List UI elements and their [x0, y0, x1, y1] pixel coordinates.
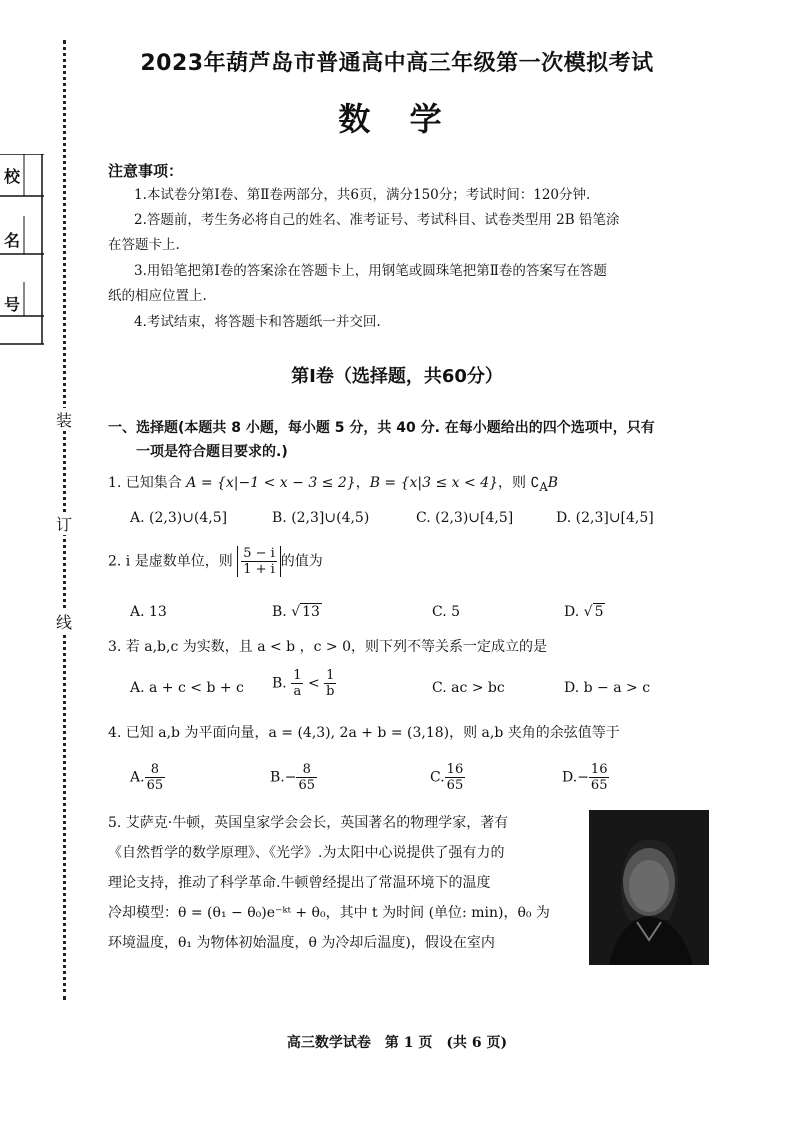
- part-heading-line1: 一、选择题(本题共 8 小题，每小题 5 分，共 40 分. 在每小题给出的四个选项中，只有: [108, 420, 655, 436]
- q3-b-num1: 1: [293, 668, 302, 683]
- q4-option-c: [430, 762, 465, 793]
- q4-d-sign: −: [577, 769, 589, 786]
- notice-item-2-cont: 在答题卡上.: [108, 237, 180, 253]
- number-label: 号: [4, 295, 21, 314]
- q4-b-num: 8: [296, 762, 317, 778]
- q1-option-a: A. (2,3)∪(4,5]: [130, 510, 228, 526]
- q3-option-b: [272, 668, 336, 699]
- question-5-paragraph: [108, 808, 580, 958]
- binding-char-xian: 线: [54, 610, 74, 633]
- q4-d-label: D.: [562, 769, 578, 786]
- notice-item-4: 4.考试结束，将答题卡和答题纸一并交回.: [134, 314, 381, 330]
- q4-b-den: 65: [298, 778, 316, 793]
- q4-option-b: [270, 762, 317, 793]
- newton-portrait: [589, 810, 709, 965]
- q2-option-d: D. √ 5: [564, 604, 604, 620]
- question-2-stem: [108, 546, 323, 577]
- name-label: 名: [4, 231, 21, 250]
- part-heading-line2: 一项是符合题目要求的.): [136, 444, 288, 460]
- q4-b-label: B.: [270, 769, 285, 786]
- section-heading: 第Ⅰ卷（选择题，共60分）: [291, 366, 503, 387]
- q4-b-sign: −: [284, 769, 297, 786]
- q3-b-lt: <: [307, 675, 320, 692]
- q1-option-d: D. (2,3]∪[4,5]: [556, 510, 654, 526]
- school-label: 校: [4, 167, 21, 186]
- q2-option-c: C. 5: [432, 604, 461, 620]
- q1-sep: ，: [355, 475, 370, 491]
- q4-d-den: 65: [590, 778, 608, 793]
- notice-heading: 注意事项：: [108, 162, 184, 180]
- portrait-silhouette: [589, 810, 709, 965]
- q1-stem-a: 1. 已知集合: [108, 475, 187, 491]
- q4-c-den: 65: [446, 778, 464, 793]
- q3-b-den2: b: [326, 684, 335, 699]
- q2-stem-a: 2. i 是虚数单位，则: [108, 553, 233, 570]
- q2-option-d-value: 5: [594, 604, 604, 620]
- q5-line-3: 理论支持，推动了科学革命.牛顿曾经提出了常温环境下的温度: [108, 875, 491, 891]
- q2-option-b-value: 13: [302, 604, 320, 620]
- q2-numerator: 5 − i: [243, 546, 275, 561]
- q4-a-num: 8: [145, 762, 166, 778]
- binding-char-ding: 订: [54, 512, 74, 535]
- q5-line-1: 5. 艾萨克·牛顿，英国皇家学会会长，英国著名的物理学家，著有: [108, 815, 509, 831]
- q5-line-2: 《自然哲学的数学原理》、《光学》.为太阳中心说提供了强有力的: [108, 845, 505, 861]
- exam-title: 2023年葫芦岛市普通高中高三年级第一次模拟考试: [140, 51, 654, 76]
- q1-set-b: B = {x|3 ≤ x < 4}: [369, 475, 499, 491]
- q4-a-den: 65: [146, 778, 164, 793]
- q3-option-a: A. a + c < b + c: [130, 680, 244, 696]
- q2-abs-value: [237, 546, 281, 577]
- q4-option-a: [130, 762, 165, 793]
- q2-option-a: A. 13: [130, 604, 167, 620]
- q3-b-num2: 1: [324, 668, 336, 684]
- q4-a-label: A.: [130, 769, 145, 786]
- notice-item-3: 3.用铅笔把第Ⅰ卷的答案涂在答题卡上，用钢笔或圆珠笔把第Ⅱ卷的答案写在答题: [134, 263, 607, 279]
- q2-option-d-label: D.: [564, 604, 584, 620]
- exam-subject: 数 学: [338, 100, 456, 138]
- question-1-stem: [108, 472, 558, 498]
- q5-line-4: 冷却模型：θ = (θ₁ − θ₀)e⁻ᵏᵗ + θ₀，其中 t 为时间 (单位: min)，θ₀ 为: [108, 905, 550, 921]
- q4-d-num: 16: [590, 762, 608, 777]
- q1-option-c: C. (2,3)∪[4,5]: [416, 510, 514, 526]
- q2-option-b-label: B.: [272, 604, 292, 620]
- q1-sub: A: [539, 479, 548, 494]
- page-footer: 高三数学试卷 第 1 页 (共 6 页): [286, 1035, 508, 1051]
- q3-b-den1: a: [293, 684, 302, 699]
- q2-option-b: B. √ 13: [272, 604, 320, 620]
- q4-c-label: C.: [430, 769, 445, 786]
- q1-tail: ，则 ∁: [498, 475, 540, 491]
- binding-char-zhuang: 装: [54, 408, 74, 431]
- q3-option-d: D. b − a > c: [564, 680, 651, 696]
- q4-c-num: 16: [446, 762, 464, 777]
- question-4-stem: 4. 已知 a,b 为平面向量，a = (4,3), 2a + b = (3,18)，则 a,b 夹角的余弦值等于: [108, 725, 620, 741]
- q3-option-b-label: B.: [272, 675, 292, 692]
- q1-option-b: B. (2,3]∪(4,5): [272, 510, 370, 526]
- notice-item-3-cont: 纸的相应位置上.: [108, 288, 207, 304]
- q4-option-d: [562, 762, 609, 793]
- q2-stem-b: 的值为: [280, 553, 323, 570]
- q1-tail2: B: [547, 475, 559, 491]
- q3-option-c: C. ac > bc: [432, 680, 505, 696]
- notice-item-2: 2.答题前，考生务必将自己的姓名、准考证号、考试科目、试卷类型用 2B 铅笔涂: [134, 212, 620, 228]
- q1-set-a: A = {x|−1 < x − 3 ≤ 2}: [186, 475, 356, 491]
- q5-line-5: 环境温度，θ₁ 为物体初始温度，θ 为冷却后温度)，假设在室内: [108, 935, 495, 951]
- q2-denominator: 1 + i: [243, 562, 275, 577]
- notice-item-1: 1.本试卷分第Ⅰ卷、第Ⅱ卷两部分，共6页，满分150分；考试时间：120分钟.: [134, 187, 591, 203]
- part-heading: [108, 416, 724, 464]
- question-3-stem: 3. 若 a,b,c 为实数，且 a < b ，c > 0，则下列不等关系一定成立的是: [108, 639, 547, 655]
